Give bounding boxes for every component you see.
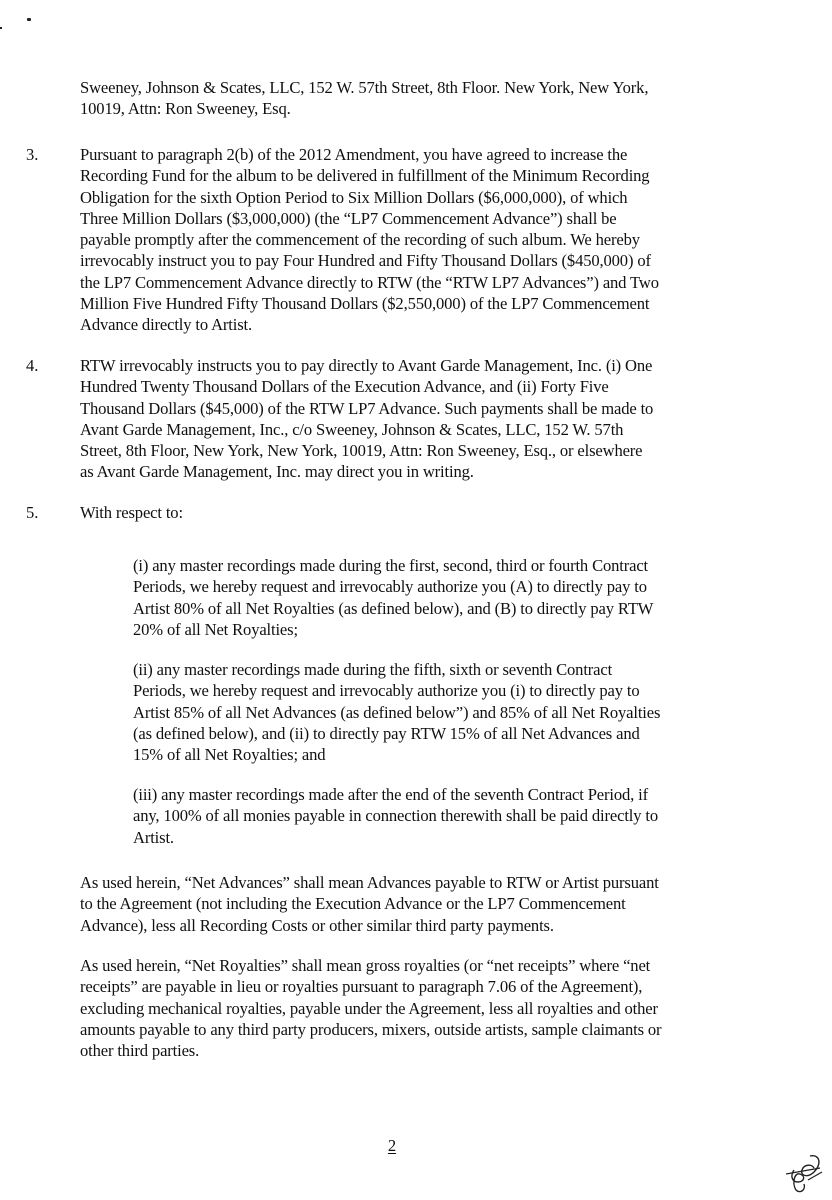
definition-net-advances: As used herein, “Net Advances” shall mean Advances payable to RTW or Artist pursuant to the Agreement (not including the Execution Advance or the LP7 Commencement Advance), less all Recording Costs or other similar third party payments. xyxy=(80,873,659,935)
sub-item-ii: (ii) any master recordings made during the fifth, sixth or seventh Contract Periods, we hereby request and irrevocably authorize you (i) to directly pay to Artist 85% of all Net Advances (as defined below”) and 85% of all Net Royalties (as defined below), and (ii) to directly pay RTW 15% of all Net Advances and 15% of all Net Royalties; and xyxy=(133,660,661,765)
sub-item-iii: (iii) any master recordings made after the end of the seventh Contract Period, if any, 100% of all monies payable in connection therewith shall be paid directly to Artist. xyxy=(133,785,658,847)
scan-artifact-dot xyxy=(0,27,2,29)
paragraph-5: With respect to: xyxy=(80,503,183,522)
paragraph-number: 3. xyxy=(26,145,39,164)
paragraph-number: 4. xyxy=(26,356,39,375)
address-continuation: Sweeney, Johnson & Scates, LLC, 152 W. 57th Street, 8th Floor. New York, New York, 10019, Attn: Ron Sweeney, Esq. xyxy=(80,78,649,119)
paragraph-3: Pursuant to paragraph 2(b) of the 2012 Amendment, you have agreed to increase the Recording Fund for the album to be delivered in fulfillment of the Minimum Recording Obligation for the sixth Option Period to Six Million Dollars ($6,000,000), of which Three Million Dollars ($3,000,000) (the “LP7 Commencement Advance”) shall be payable promptly after the commencement of the recording of such album. We hereby irrevocably instruct you to pay Four Hundred and Fifty Thousand Dollars ($450,000) of the LP7 Commencement Advance directly to RTW (the “RTW LP7 Advances”) and Two Million Five Hundred Fifty Thousand Dollars ($2,550,000) of the LP7 Commencement Advance directly to Artist. xyxy=(80,145,659,335)
sub-item-i: (i) any master recordings made during the first, second, third or fourth Contract Periods, we hereby request and irrevocably authorize you (A) to directly pay to Artist 80% of all Net Royalties (as defined below), and (B) to directly pay RTW 20% of all Net Royalties; xyxy=(133,556,654,639)
paragraph-number: 5. xyxy=(26,503,39,522)
handwritten-initials-icon xyxy=(780,1150,826,1196)
definition-net-royalties: As used herein, “Net Royalties” shall mean gross royalties (or “net receipts” where “net receipts” are payable in lieu or royalties pursuant to paragraph 7.06 of the Agreement), excluding mechanical royalties, payable under the Agreement, less all royalties and other amounts payable to any third party producers, mixers, outside artists, sample claimants or other third parties. xyxy=(80,956,662,1061)
paragraph-4: RTW irrevocably instructs you to pay directly to Avant Garde Management, Inc. (i) One Hundred Twenty Thousand Dollars of the Execution Advance, and (ii) Forty Five Thousand Dollars ($45,000) of the RTW LP7 Advance. Such payments shall be made to Avant Garde Management, Inc., c/o Sweeney, Johnson & Scates, LLC, 152 W. 57th Street, 8th Floor, New York, New York, 10019, Attn: Ron Sweeney, Esq., or elsewhere as Avant Garde Management, Inc. may direct you in writing. xyxy=(80,356,654,482)
scan-artifact-mark xyxy=(27,18,31,21)
page-number: 2 xyxy=(387,1136,397,1155)
